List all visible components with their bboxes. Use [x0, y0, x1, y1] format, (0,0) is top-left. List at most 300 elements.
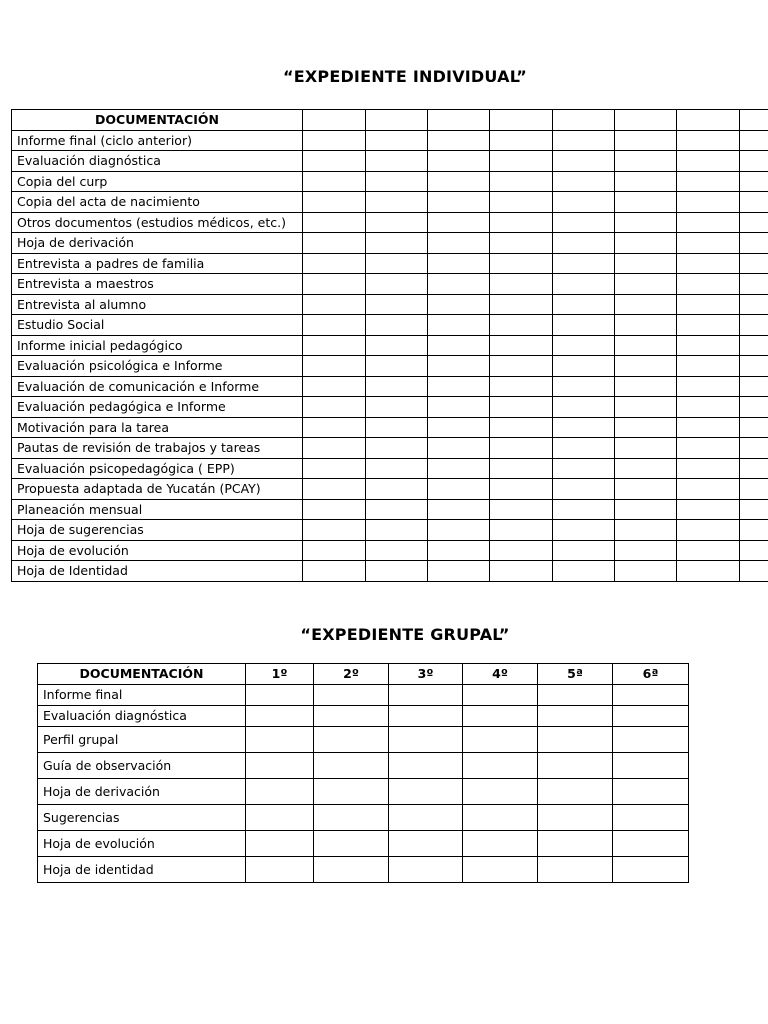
check-cell[interactable]	[389, 779, 463, 805]
individual-row	[12, 171, 768, 192]
check-cell[interactable]	[490, 274, 553, 295]
check-cell[interactable]	[677, 376, 740, 397]
document-label: Evaluación diagnóstica	[12, 151, 303, 172]
check-cell[interactable]	[428, 499, 490, 520]
check-cell[interactable]	[314, 706, 389, 727]
document-label: Hoja de identidad	[38, 857, 246, 883]
individual-row	[12, 151, 768, 172]
check-cell[interactable]	[303, 540, 366, 561]
check-cell[interactable]	[428, 561, 490, 582]
check-cell[interactable]	[740, 253, 768, 274]
check-cell[interactable]	[677, 130, 740, 151]
individual-title: “EXPEDIENTE INDIVIDUAL”	[283, 67, 527, 86]
document-label: Entrevista al alumno	[12, 294, 303, 315]
check-cell[interactable]	[677, 458, 740, 479]
check-cell[interactable]	[463, 727, 538, 753]
check-cell[interactable]	[615, 479, 677, 500]
check-cell[interactable]	[615, 171, 677, 192]
check-cell[interactable]	[740, 315, 768, 336]
check-cell[interactable]	[366, 540, 428, 561]
check-cell[interactable]	[615, 110, 677, 131]
check-cell[interactable]	[490, 253, 553, 274]
grade-header: 2º	[314, 664, 389, 685]
check-cell[interactable]	[677, 192, 740, 213]
check-cell[interactable]	[553, 110, 615, 131]
check-cell[interactable]	[615, 274, 677, 295]
check-cell[interactable]	[246, 779, 314, 805]
check-cell[interactable]	[366, 397, 428, 418]
check-cell[interactable]	[303, 253, 366, 274]
check-cell[interactable]	[615, 151, 677, 172]
individual-row	[12, 356, 768, 377]
check-cell[interactable]	[303, 315, 366, 336]
check-cell[interactable]	[538, 727, 613, 753]
document-label: Hoja de derivación	[38, 779, 246, 805]
check-cell[interactable]	[538, 706, 613, 727]
check-cell[interactable]	[553, 499, 615, 520]
check-cell[interactable]	[613, 685, 689, 706]
check-cell[interactable]	[389, 831, 463, 857]
check-cell[interactable]	[389, 727, 463, 753]
check-cell[interactable]	[553, 458, 615, 479]
check-cell[interactable]	[615, 130, 677, 151]
check-cell[interactable]	[366, 130, 428, 151]
check-cell[interactable]	[428, 397, 490, 418]
grupal-row	[38, 685, 689, 706]
check-cell[interactable]	[538, 779, 613, 805]
check-cell[interactable]	[428, 192, 490, 213]
check-cell[interactable]	[246, 727, 314, 753]
grade-header: 5ª	[538, 664, 613, 685]
check-cell[interactable]	[490, 520, 553, 541]
check-cell[interactable]	[303, 130, 366, 151]
check-cell[interactable]	[677, 499, 740, 520]
check-cell[interactable]	[366, 253, 428, 274]
check-cell[interactable]	[303, 212, 366, 233]
check-cell[interactable]	[740, 151, 768, 172]
check-cell[interactable]	[740, 458, 768, 479]
individual-row	[12, 540, 768, 561]
check-cell[interactable]	[553, 151, 615, 172]
check-cell[interactable]	[428, 438, 490, 459]
individual-row	[12, 561, 768, 582]
grade-header: 1º	[246, 664, 314, 685]
check-cell[interactable]	[553, 294, 615, 315]
check-cell[interactable]	[553, 274, 615, 295]
check-cell[interactable]	[553, 253, 615, 274]
check-cell[interactable]	[677, 171, 740, 192]
check-cell[interactable]	[677, 335, 740, 356]
document-label: Guía de observación	[38, 753, 246, 779]
check-cell[interactable]	[366, 110, 428, 131]
check-cell[interactable]	[366, 151, 428, 172]
check-cell[interactable]	[613, 753, 689, 779]
check-cell[interactable]	[314, 685, 389, 706]
check-cell[interactable]	[314, 727, 389, 753]
check-cell[interactable]	[303, 561, 366, 582]
check-cell[interactable]	[428, 110, 490, 131]
individual-row	[12, 212, 768, 233]
check-cell[interactable]	[389, 753, 463, 779]
check-cell[interactable]	[303, 417, 366, 438]
check-cell[interactable]	[303, 233, 366, 254]
check-cell[interactable]	[740, 335, 768, 356]
document-label: Evaluación psicopedagógica ( EPP)	[12, 458, 303, 479]
check-cell[interactable]	[677, 479, 740, 500]
document-label: Informe final (ciclo anterior)	[12, 130, 303, 151]
check-cell[interactable]	[428, 253, 490, 274]
check-cell[interactable]	[303, 499, 366, 520]
document-label: Evaluación psicológica e Informe	[12, 356, 303, 377]
check-cell[interactable]	[246, 857, 314, 883]
check-cell[interactable]	[366, 479, 428, 500]
check-cell[interactable]	[490, 499, 553, 520]
document-label: Perfil grupal	[38, 727, 246, 753]
check-cell[interactable]	[314, 779, 389, 805]
check-cell[interactable]	[490, 151, 553, 172]
check-cell[interactable]	[366, 274, 428, 295]
check-cell[interactable]	[553, 233, 615, 254]
document-label: Hoja de evolución	[12, 540, 303, 561]
individual-row	[12, 479, 768, 500]
document-label: Planeación mensual	[12, 499, 303, 520]
check-cell[interactable]	[613, 857, 689, 883]
check-cell[interactable]	[740, 192, 768, 213]
individual-row	[12, 397, 768, 418]
check-cell[interactable]	[615, 520, 677, 541]
check-cell[interactable]	[303, 192, 366, 213]
check-cell[interactable]	[613, 727, 689, 753]
check-cell[interactable]	[366, 212, 428, 233]
check-cell[interactable]	[615, 376, 677, 397]
check-cell[interactable]	[314, 831, 389, 857]
check-cell[interactable]	[553, 192, 615, 213]
check-cell[interactable]	[677, 417, 740, 438]
check-cell[interactable]	[677, 294, 740, 315]
check-cell[interactable]	[366, 356, 428, 377]
check-cell[interactable]	[428, 151, 490, 172]
check-cell[interactable]	[615, 356, 677, 377]
check-cell[interactable]	[615, 458, 677, 479]
check-cell[interactable]	[428, 458, 490, 479]
document-label: Informe inicial pedagógico	[12, 335, 303, 356]
check-cell[interactable]	[463, 706, 538, 727]
check-cell[interactable]	[740, 294, 768, 315]
check-cell[interactable]	[677, 356, 740, 377]
individual-row	[12, 438, 768, 459]
check-cell[interactable]	[613, 779, 689, 805]
individual-row	[12, 417, 768, 438]
check-cell[interactable]	[553, 130, 615, 151]
check-cell[interactable]	[538, 857, 613, 883]
check-cell[interactable]	[366, 192, 428, 213]
document-label: Evaluación pedagógica e Informe	[12, 397, 303, 418]
check-cell[interactable]	[428, 171, 490, 192]
check-cell[interactable]	[490, 479, 553, 500]
check-cell[interactable]	[428, 479, 490, 500]
grupal-row	[38, 753, 689, 779]
document-label: Evaluación diagnóstica	[38, 706, 246, 727]
individual-row	[12, 458, 768, 479]
check-cell[interactable]	[389, 805, 463, 831]
check-cell[interactable]	[740, 540, 768, 561]
check-cell[interactable]	[490, 315, 553, 336]
check-cell[interactable]	[677, 438, 740, 459]
individual-row	[12, 335, 768, 356]
check-cell[interactable]	[428, 540, 490, 561]
check-cell[interactable]	[303, 438, 366, 459]
check-cell[interactable]	[740, 561, 768, 582]
check-cell[interactable]	[463, 805, 538, 831]
grade-header: 6ª	[613, 664, 689, 685]
check-cell[interactable]	[740, 417, 768, 438]
check-cell[interactable]	[428, 274, 490, 295]
check-cell[interactable]	[428, 356, 490, 377]
check-cell[interactable]	[553, 376, 615, 397]
check-cell[interactable]	[389, 857, 463, 883]
check-cell[interactable]	[615, 561, 677, 582]
check-cell[interactable]	[615, 294, 677, 315]
check-cell[interactable]	[303, 397, 366, 418]
check-cell[interactable]	[303, 294, 366, 315]
check-cell[interactable]	[366, 520, 428, 541]
check-cell[interactable]	[303, 110, 366, 131]
document-label: Otros documentos (estudios médicos, etc.)	[12, 212, 303, 233]
grupal-table	[37, 663, 689, 883]
check-cell[interactable]	[740, 171, 768, 192]
check-cell[interactable]	[677, 212, 740, 233]
check-cell[interactable]	[246, 706, 314, 727]
check-cell[interactable]	[677, 315, 740, 336]
individual-header-row	[12, 110, 768, 131]
individual-row	[12, 253, 768, 274]
check-cell[interactable]	[246, 805, 314, 831]
check-cell[interactable]	[553, 417, 615, 438]
check-cell[interactable]	[553, 335, 615, 356]
document-label: Informe final	[38, 685, 246, 706]
document-label: Propuesta adaptada de Yucatán (PCAY)	[12, 479, 303, 500]
check-cell[interactable]	[490, 110, 553, 131]
check-cell[interactable]	[740, 110, 768, 131]
check-cell[interactable]	[463, 685, 538, 706]
check-cell[interactable]	[490, 356, 553, 377]
check-cell[interactable]	[553, 212, 615, 233]
document-label: Copia del curp	[12, 171, 303, 192]
grupal-row	[38, 779, 689, 805]
check-cell[interactable]	[463, 857, 538, 883]
check-cell[interactable]	[615, 315, 677, 336]
check-cell[interactable]	[303, 520, 366, 541]
document-label: Entrevista a padres de familia	[12, 253, 303, 274]
individual-row	[12, 520, 768, 541]
check-cell[interactable]	[615, 192, 677, 213]
check-cell[interactable]	[615, 253, 677, 274]
check-cell[interactable]	[463, 753, 538, 779]
check-cell[interactable]	[366, 417, 428, 438]
check-cell[interactable]	[303, 356, 366, 377]
individual-row	[12, 294, 768, 315]
check-cell[interactable]	[553, 356, 615, 377]
check-cell[interactable]	[366, 376, 428, 397]
grupal-row	[38, 805, 689, 831]
check-cell[interactable]	[677, 151, 740, 172]
check-cell[interactable]	[303, 171, 366, 192]
individual-row	[12, 315, 768, 336]
check-cell[interactable]	[553, 171, 615, 192]
check-cell[interactable]	[428, 315, 490, 336]
individual-row	[12, 233, 768, 254]
check-cell[interactable]	[389, 706, 463, 727]
check-cell[interactable]	[677, 520, 740, 541]
check-cell[interactable]	[303, 458, 366, 479]
check-cell[interactable]	[538, 685, 613, 706]
check-cell[interactable]	[366, 458, 428, 479]
check-cell[interactable]	[303, 151, 366, 172]
check-cell[interactable]	[314, 857, 389, 883]
check-cell[interactable]	[677, 110, 740, 131]
check-cell[interactable]	[490, 233, 553, 254]
check-cell[interactable]	[366, 335, 428, 356]
check-cell[interactable]	[740, 520, 768, 541]
individual-row	[12, 274, 768, 295]
grupal-row	[38, 857, 689, 883]
check-cell[interactable]	[677, 233, 740, 254]
check-cell[interactable]	[615, 212, 677, 233]
individual-row	[12, 130, 768, 151]
check-cell[interactable]	[490, 294, 553, 315]
check-cell[interactable]	[740, 397, 768, 418]
check-cell[interactable]	[490, 192, 553, 213]
check-cell[interactable]	[366, 233, 428, 254]
check-cell[interactable]	[615, 540, 677, 561]
check-cell[interactable]	[428, 376, 490, 397]
check-cell[interactable]	[538, 831, 613, 857]
check-cell[interactable]	[677, 397, 740, 418]
check-cell[interactable]	[463, 831, 538, 857]
check-cell[interactable]	[740, 376, 768, 397]
document-label: Hoja de derivación	[12, 233, 303, 254]
check-cell[interactable]	[303, 274, 366, 295]
check-cell[interactable]	[740, 479, 768, 500]
check-cell[interactable]	[740, 274, 768, 295]
check-cell[interactable]	[615, 438, 677, 459]
check-cell[interactable]	[615, 233, 677, 254]
check-cell[interactable]	[740, 356, 768, 377]
grupal-row	[38, 706, 689, 727]
check-cell[interactable]	[613, 706, 689, 727]
individual-table	[11, 109, 768, 582]
check-cell[interactable]	[428, 294, 490, 315]
check-cell[interactable]	[389, 685, 463, 706]
check-cell[interactable]	[615, 335, 677, 356]
check-cell[interactable]	[740, 212, 768, 233]
grupal-title: “EXPEDIENTE GRUPAL”	[300, 625, 510, 644]
check-cell[interactable]	[553, 520, 615, 541]
check-cell[interactable]	[463, 779, 538, 805]
check-cell[interactable]	[615, 499, 677, 520]
check-cell[interactable]	[490, 130, 553, 151]
check-cell[interactable]	[615, 417, 677, 438]
grade-header: 3º	[389, 664, 463, 685]
check-cell[interactable]	[490, 397, 553, 418]
check-cell[interactable]	[303, 335, 366, 356]
check-cell[interactable]	[246, 831, 314, 857]
check-cell[interactable]	[366, 561, 428, 582]
check-cell[interactable]	[366, 499, 428, 520]
check-cell[interactable]	[553, 315, 615, 336]
check-cell[interactable]	[428, 335, 490, 356]
check-cell[interactable]	[740, 499, 768, 520]
check-cell[interactable]	[366, 438, 428, 459]
check-cell[interactable]	[303, 479, 366, 500]
check-cell[interactable]	[553, 397, 615, 418]
grupal-header-documentacion: DOCUMENTACIÓN	[38, 664, 246, 685]
check-cell[interactable]	[490, 438, 553, 459]
document-label: Estudio Social	[12, 315, 303, 336]
check-cell[interactable]	[677, 274, 740, 295]
check-cell[interactable]	[490, 171, 553, 192]
document-label: Sugerencias	[38, 805, 246, 831]
check-cell[interactable]	[740, 233, 768, 254]
check-cell[interactable]	[428, 417, 490, 438]
check-cell[interactable]	[246, 685, 314, 706]
check-cell[interactable]	[428, 130, 490, 151]
check-cell[interactable]	[303, 376, 366, 397]
document-label: Copia del acta de nacimiento	[12, 192, 303, 213]
check-cell[interactable]	[553, 438, 615, 459]
check-cell[interactable]	[490, 376, 553, 397]
document-label: Hoja de sugerencias	[12, 520, 303, 541]
check-cell[interactable]	[490, 335, 553, 356]
check-cell[interactable]	[314, 805, 389, 831]
check-cell[interactable]	[553, 561, 615, 582]
check-cell[interactable]	[428, 520, 490, 541]
check-cell[interactable]	[314, 753, 389, 779]
check-cell[interactable]	[677, 253, 740, 274]
check-cell[interactable]	[366, 171, 428, 192]
check-cell[interactable]	[613, 831, 689, 857]
grupal-row	[38, 727, 689, 753]
check-cell[interactable]	[490, 417, 553, 438]
check-cell[interactable]	[677, 561, 740, 582]
check-cell[interactable]	[366, 315, 428, 336]
individual-row	[12, 376, 768, 397]
grade-header: 4º	[463, 664, 538, 685]
check-cell[interactable]	[538, 753, 613, 779]
check-cell[interactable]	[490, 561, 553, 582]
check-cell[interactable]	[490, 212, 553, 233]
grupal-row	[38, 831, 689, 857]
check-cell[interactable]	[613, 805, 689, 831]
check-cell[interactable]	[428, 212, 490, 233]
check-cell[interactable]	[553, 479, 615, 500]
document-label: Evaluación de comunicación e Informe	[12, 376, 303, 397]
check-cell[interactable]	[538, 805, 613, 831]
check-cell[interactable]	[740, 130, 768, 151]
check-cell[interactable]	[490, 458, 553, 479]
document-label: Hoja de evolución	[38, 831, 246, 857]
check-cell[interactable]	[740, 438, 768, 459]
check-cell[interactable]	[490, 540, 553, 561]
check-cell[interactable]	[677, 540, 740, 561]
check-cell[interactable]	[366, 294, 428, 315]
check-cell[interactable]	[428, 233, 490, 254]
individual-row	[12, 192, 768, 213]
check-cell[interactable]	[553, 540, 615, 561]
check-cell[interactable]	[615, 397, 677, 418]
document-label: Pautas de revisión de trabajos y tareas	[12, 438, 303, 459]
check-cell[interactable]	[246, 753, 314, 779]
